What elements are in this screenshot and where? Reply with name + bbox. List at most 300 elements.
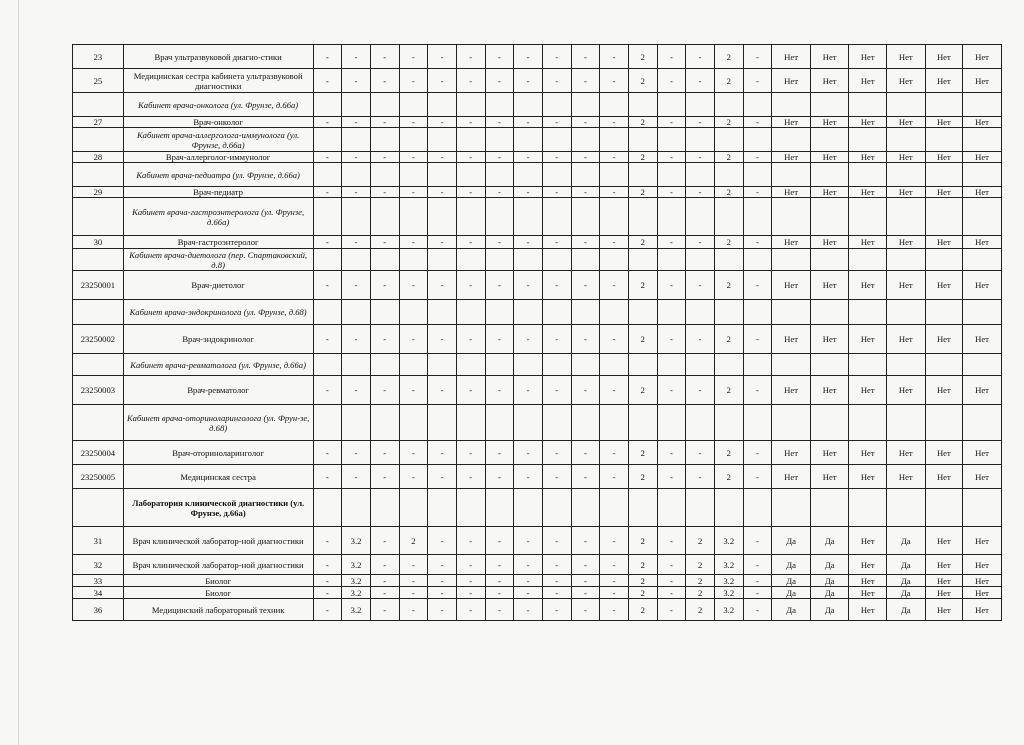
value-cell: -: [743, 117, 772, 128]
value-cell: -: [514, 271, 543, 300]
value-cell: Нет: [849, 376, 887, 405]
value-cell: Нет: [963, 376, 1002, 405]
empty-cell: [73, 300, 124, 325]
value-cell: 2: [714, 376, 743, 405]
empty-cell: [628, 489, 657, 527]
value-cell: -: [657, 325, 686, 354]
empty-cell: [600, 300, 629, 325]
value-cell: -: [686, 441, 715, 465]
value-cell: -: [686, 236, 715, 249]
empty-cell: [342, 249, 371, 271]
value-cell: -: [399, 555, 428, 575]
empty-cell: [399, 249, 428, 271]
value-cell: 2: [628, 69, 657, 93]
value-cell: 2: [628, 152, 657, 163]
value-cell: -: [399, 187, 428, 198]
value-cell: -: [686, 117, 715, 128]
value-cell: -: [428, 117, 457, 128]
value-cell: -: [428, 325, 457, 354]
value-cell: 2: [628, 555, 657, 575]
value-cell: -: [600, 441, 629, 465]
empty-cell: [849, 489, 887, 527]
table-row: [73, 236, 1002, 249]
empty-cell: [514, 93, 543, 117]
empty-cell: [772, 249, 811, 271]
section-header-row: [73, 489, 1002, 527]
value-cell: -: [600, 465, 629, 489]
value-cell: -: [370, 45, 399, 69]
value-cell: -: [456, 152, 485, 163]
page-fold-line: [18, 0, 19, 745]
empty-cell: [342, 354, 371, 376]
empty-cell: [743, 198, 772, 236]
value-cell: Нет: [886, 69, 925, 93]
value-cell: 3.2: [714, 575, 743, 587]
department-row: [73, 128, 1002, 152]
value-cell: -: [370, 587, 399, 599]
value-cell: Нет: [849, 465, 887, 489]
value-cell: -: [456, 599, 485, 621]
empty-cell: [628, 300, 657, 325]
empty-cell: [743, 405, 772, 441]
empty-cell: [571, 300, 600, 325]
value-cell: -: [686, 325, 715, 354]
value-cell: Нет: [925, 575, 963, 587]
empty-cell: [485, 128, 514, 152]
value-cell: -: [542, 271, 571, 300]
row-number: 29: [73, 187, 124, 198]
value-cell: Нет: [963, 599, 1002, 621]
value-cell: Нет: [810, 187, 849, 198]
value-cell: 2: [628, 117, 657, 128]
empty-cell: [571, 163, 600, 187]
value-cell: -: [399, 465, 428, 489]
value-cell: Нет: [963, 271, 1002, 300]
value-cell: -: [456, 69, 485, 93]
value-cell: -: [428, 441, 457, 465]
empty-cell: [628, 405, 657, 441]
value-cell: -: [485, 527, 514, 555]
value-cell: Нет: [810, 117, 849, 128]
value-cell: -: [456, 45, 485, 69]
empty-cell: [925, 300, 963, 325]
value-cell: -: [571, 555, 600, 575]
value-cell: -: [428, 45, 457, 69]
empty-cell: [399, 405, 428, 441]
value-cell: Нет: [849, 117, 887, 128]
value-cell: Да: [772, 587, 811, 599]
value-cell: -: [571, 69, 600, 93]
job-title: Врач-онколог: [123, 117, 313, 128]
job-title: Врач-педиатр: [123, 187, 313, 198]
value-cell: -: [399, 271, 428, 300]
value-cell: -: [657, 555, 686, 575]
empty-cell: [886, 198, 925, 236]
value-cell: -: [542, 236, 571, 249]
job-title: Врач ультразвуковой диагно-стики: [123, 45, 313, 69]
empty-cell: [714, 93, 743, 117]
value-cell: -: [342, 117, 371, 128]
empty-cell: [743, 354, 772, 376]
job-title: Медицинская сестра: [123, 465, 313, 489]
job-title: Врач клинической лаборатор-ной диагностики: [123, 527, 313, 555]
empty-cell: [772, 128, 811, 152]
empty-cell: [772, 163, 811, 187]
empty-cell: [600, 354, 629, 376]
value-cell: Нет: [925, 527, 963, 555]
empty-cell: [428, 163, 457, 187]
value-cell: Нет: [810, 441, 849, 465]
value-cell: -: [600, 599, 629, 621]
value-cell: Нет: [925, 236, 963, 249]
table-row: [73, 271, 1002, 300]
value-cell: -: [428, 69, 457, 93]
value-cell: -: [456, 441, 485, 465]
value-cell: -: [342, 152, 371, 163]
value-cell: -: [456, 555, 485, 575]
empty-cell: [600, 163, 629, 187]
empty-cell: [849, 163, 887, 187]
value-cell: -: [600, 376, 629, 405]
value-cell: -: [657, 69, 686, 93]
empty-cell: [485, 93, 514, 117]
empty-cell: [963, 163, 1002, 187]
empty-cell: [456, 128, 485, 152]
value-cell: -: [600, 69, 629, 93]
value-cell: 2: [686, 575, 715, 587]
value-cell: Нет: [849, 187, 887, 198]
empty-cell: [886, 163, 925, 187]
table-row: [73, 555, 1002, 575]
value-cell: Нет: [925, 325, 963, 354]
empty-cell: [849, 300, 887, 325]
empty-cell: [714, 128, 743, 152]
row-number: 23250004: [73, 441, 124, 465]
value-cell: -: [370, 117, 399, 128]
value-cell: Нет: [772, 187, 811, 198]
empty-cell: [963, 93, 1002, 117]
job-title: Врач-оториноларинголог: [123, 441, 313, 465]
empty-cell: [485, 300, 514, 325]
value-cell: Нет: [886, 117, 925, 128]
value-cell: -: [686, 465, 715, 489]
value-cell: -: [686, 69, 715, 93]
empty-cell: [485, 163, 514, 187]
value-cell: -: [542, 599, 571, 621]
value-cell: Нет: [963, 575, 1002, 587]
empty-cell: [963, 354, 1002, 376]
department-row: [73, 198, 1002, 236]
value-cell: -: [485, 187, 514, 198]
value-cell: Да: [772, 527, 811, 555]
department-heading: Кабинет врача-аллерголога-иммунолога (ул. Фрунзе, д.66а): [123, 128, 313, 152]
row-number: 23250002: [73, 325, 124, 354]
table-body: [73, 45, 1002, 621]
value-cell: Нет: [810, 236, 849, 249]
value-cell: Нет: [886, 441, 925, 465]
value-cell: Нет: [849, 152, 887, 163]
value-cell: -: [657, 117, 686, 128]
value-cell: 2: [714, 441, 743, 465]
empty-cell: [370, 489, 399, 527]
empty-cell: [810, 300, 849, 325]
value-cell: -: [342, 69, 371, 93]
empty-cell: [485, 249, 514, 271]
value-cell: Нет: [849, 441, 887, 465]
value-cell: -: [370, 465, 399, 489]
value-cell: Нет: [810, 325, 849, 354]
empty-cell: [514, 300, 543, 325]
value-cell: -: [743, 236, 772, 249]
value-cell: -: [485, 117, 514, 128]
value-cell: Да: [810, 587, 849, 599]
empty-cell: [542, 249, 571, 271]
value-cell: -: [428, 575, 457, 587]
value-cell: -: [485, 45, 514, 69]
value-cell: Нет: [886, 325, 925, 354]
value-cell: -: [370, 599, 399, 621]
empty-cell: [313, 249, 342, 271]
empty-cell: [456, 354, 485, 376]
value-cell: -: [313, 325, 342, 354]
value-cell: -: [600, 45, 629, 69]
value-cell: -: [571, 527, 600, 555]
value-cell: -: [399, 45, 428, 69]
empty-cell: [925, 198, 963, 236]
value-cell: 2: [686, 527, 715, 555]
empty-cell: [313, 489, 342, 527]
value-cell: 2: [399, 527, 428, 555]
empty-cell: [849, 128, 887, 152]
value-cell: 2: [714, 465, 743, 489]
value-cell: Нет: [886, 465, 925, 489]
value-cell: -: [313, 376, 342, 405]
value-cell: -: [428, 599, 457, 621]
value-cell: -: [514, 376, 543, 405]
value-cell: -: [456, 527, 485, 555]
row-number: 23: [73, 45, 124, 69]
department-heading: Кабинет врача-гастроэнтеролога (ул. Фрунзе, д.66а): [123, 198, 313, 236]
empty-cell: [370, 93, 399, 117]
table-row: [73, 325, 1002, 354]
job-title: Биолог: [123, 587, 313, 599]
value-cell: -: [743, 465, 772, 489]
row-number: 23250001: [73, 271, 124, 300]
value-cell: -: [485, 599, 514, 621]
table-row: [73, 587, 1002, 599]
table-row: [73, 465, 1002, 489]
empty-cell: [810, 128, 849, 152]
empty-cell: [849, 198, 887, 236]
value-cell: Нет: [925, 465, 963, 489]
empty-cell: [313, 198, 342, 236]
value-cell: -: [428, 376, 457, 405]
department-heading: Кабинет врача-онколога (ул. Фрунзе, д.66а): [123, 93, 313, 117]
value-cell: -: [428, 187, 457, 198]
value-cell: -: [657, 45, 686, 69]
value-cell: -: [370, 152, 399, 163]
value-cell: -: [428, 555, 457, 575]
empty-cell: [342, 128, 371, 152]
value-cell: 2: [628, 236, 657, 249]
value-cell: Нет: [849, 555, 887, 575]
row-number: 23250005: [73, 465, 124, 489]
empty-cell: [963, 249, 1002, 271]
empty-cell: [925, 249, 963, 271]
empty-cell: [571, 354, 600, 376]
value-cell: 2: [686, 599, 715, 621]
value-cell: -: [657, 575, 686, 587]
empty-cell: [686, 128, 715, 152]
empty-cell: [399, 163, 428, 187]
empty-cell: [73, 489, 124, 527]
value-cell: Нет: [886, 187, 925, 198]
value-cell: 3.2: [342, 575, 371, 587]
value-cell: -: [600, 527, 629, 555]
empty-cell: [542, 198, 571, 236]
empty-cell: [514, 489, 543, 527]
value-cell: Нет: [963, 152, 1002, 163]
empty-cell: [514, 249, 543, 271]
value-cell: Да: [810, 599, 849, 621]
value-cell: Нет: [810, 152, 849, 163]
value-cell: -: [514, 325, 543, 354]
value-cell: -: [456, 575, 485, 587]
department-heading: Кабинет врача-педиатра (ул. Фрунзе, д.66а): [123, 163, 313, 187]
value-cell: 3.2: [714, 555, 743, 575]
value-cell: Нет: [886, 271, 925, 300]
empty-cell: [686, 163, 715, 187]
empty-cell: [657, 128, 686, 152]
value-cell: -: [485, 575, 514, 587]
value-cell: -: [686, 187, 715, 198]
table-row: [73, 152, 1002, 163]
value-cell: -: [657, 376, 686, 405]
value-cell: -: [342, 236, 371, 249]
value-cell: Нет: [772, 117, 811, 128]
value-cell: Да: [886, 599, 925, 621]
empty-cell: [743, 128, 772, 152]
empty-cell: [514, 405, 543, 441]
empty-cell: [370, 405, 399, 441]
empty-cell: [810, 489, 849, 527]
row-number: 30: [73, 236, 124, 249]
value-cell: -: [428, 465, 457, 489]
department-heading: Кабинет врача-ревматолога (ул. Фрунзе, д.66а): [123, 354, 313, 376]
value-cell: Нет: [925, 152, 963, 163]
empty-cell: [370, 128, 399, 152]
empty-cell: [657, 300, 686, 325]
empty-cell: [925, 489, 963, 527]
empty-cell: [73, 163, 124, 187]
value-cell: -: [743, 441, 772, 465]
value-cell: Нет: [772, 45, 811, 69]
value-cell: -: [600, 152, 629, 163]
empty-cell: [571, 128, 600, 152]
value-cell: Нет: [886, 152, 925, 163]
value-cell: -: [542, 527, 571, 555]
value-cell: -: [514, 587, 543, 599]
value-cell: -: [313, 271, 342, 300]
value-cell: -: [456, 271, 485, 300]
value-cell: Нет: [886, 236, 925, 249]
document-sheet: [72, 44, 1002, 621]
value-cell: Нет: [925, 555, 963, 575]
value-cell: -: [313, 465, 342, 489]
value-cell: -: [313, 117, 342, 128]
value-cell: -: [600, 555, 629, 575]
value-cell: -: [571, 376, 600, 405]
value-cell: -: [313, 69, 342, 93]
empty-cell: [657, 405, 686, 441]
value-cell: -: [743, 271, 772, 300]
empty-cell: [428, 249, 457, 271]
value-cell: -: [313, 587, 342, 599]
value-cell: -: [657, 271, 686, 300]
value-cell: -: [514, 187, 543, 198]
empty-cell: [628, 354, 657, 376]
value-cell: -: [485, 465, 514, 489]
empty-cell: [714, 198, 743, 236]
value-cell: Нет: [810, 271, 849, 300]
value-cell: -: [342, 325, 371, 354]
empty-cell: [810, 93, 849, 117]
empty-cell: [428, 489, 457, 527]
empty-cell: [73, 93, 124, 117]
empty-cell: [600, 405, 629, 441]
empty-cell: [514, 354, 543, 376]
value-cell: 2: [714, 45, 743, 69]
table-row: [73, 599, 1002, 621]
value-cell: -: [542, 555, 571, 575]
table-row: [73, 117, 1002, 128]
empty-cell: [600, 93, 629, 117]
value-cell: -: [514, 152, 543, 163]
value-cell: Нет: [849, 69, 887, 93]
value-cell: -: [657, 152, 686, 163]
department-row: [73, 163, 1002, 187]
row-number: 27: [73, 117, 124, 128]
row-number: 33: [73, 575, 124, 587]
empty-cell: [571, 93, 600, 117]
value-cell: -: [743, 575, 772, 587]
value-cell: -: [542, 152, 571, 163]
value-cell: -: [313, 599, 342, 621]
empty-cell: [714, 163, 743, 187]
value-cell: 2: [628, 271, 657, 300]
value-cell: -: [399, 599, 428, 621]
row-number: 32: [73, 555, 124, 575]
value-cell: 2: [714, 325, 743, 354]
value-cell: -: [743, 555, 772, 575]
value-cell: Нет: [963, 236, 1002, 249]
value-cell: Нет: [963, 69, 1002, 93]
empty-cell: [342, 405, 371, 441]
value-cell: -: [743, 587, 772, 599]
value-cell: 2: [628, 187, 657, 198]
value-cell: 2: [628, 45, 657, 69]
value-cell: -: [542, 187, 571, 198]
empty-cell: [657, 354, 686, 376]
empty-cell: [428, 93, 457, 117]
empty-cell: [886, 405, 925, 441]
value-cell: Да: [810, 575, 849, 587]
value-cell: Нет: [772, 236, 811, 249]
value-cell: -: [542, 587, 571, 599]
value-cell: -: [485, 236, 514, 249]
value-cell: Нет: [963, 587, 1002, 599]
department-row: [73, 405, 1002, 441]
